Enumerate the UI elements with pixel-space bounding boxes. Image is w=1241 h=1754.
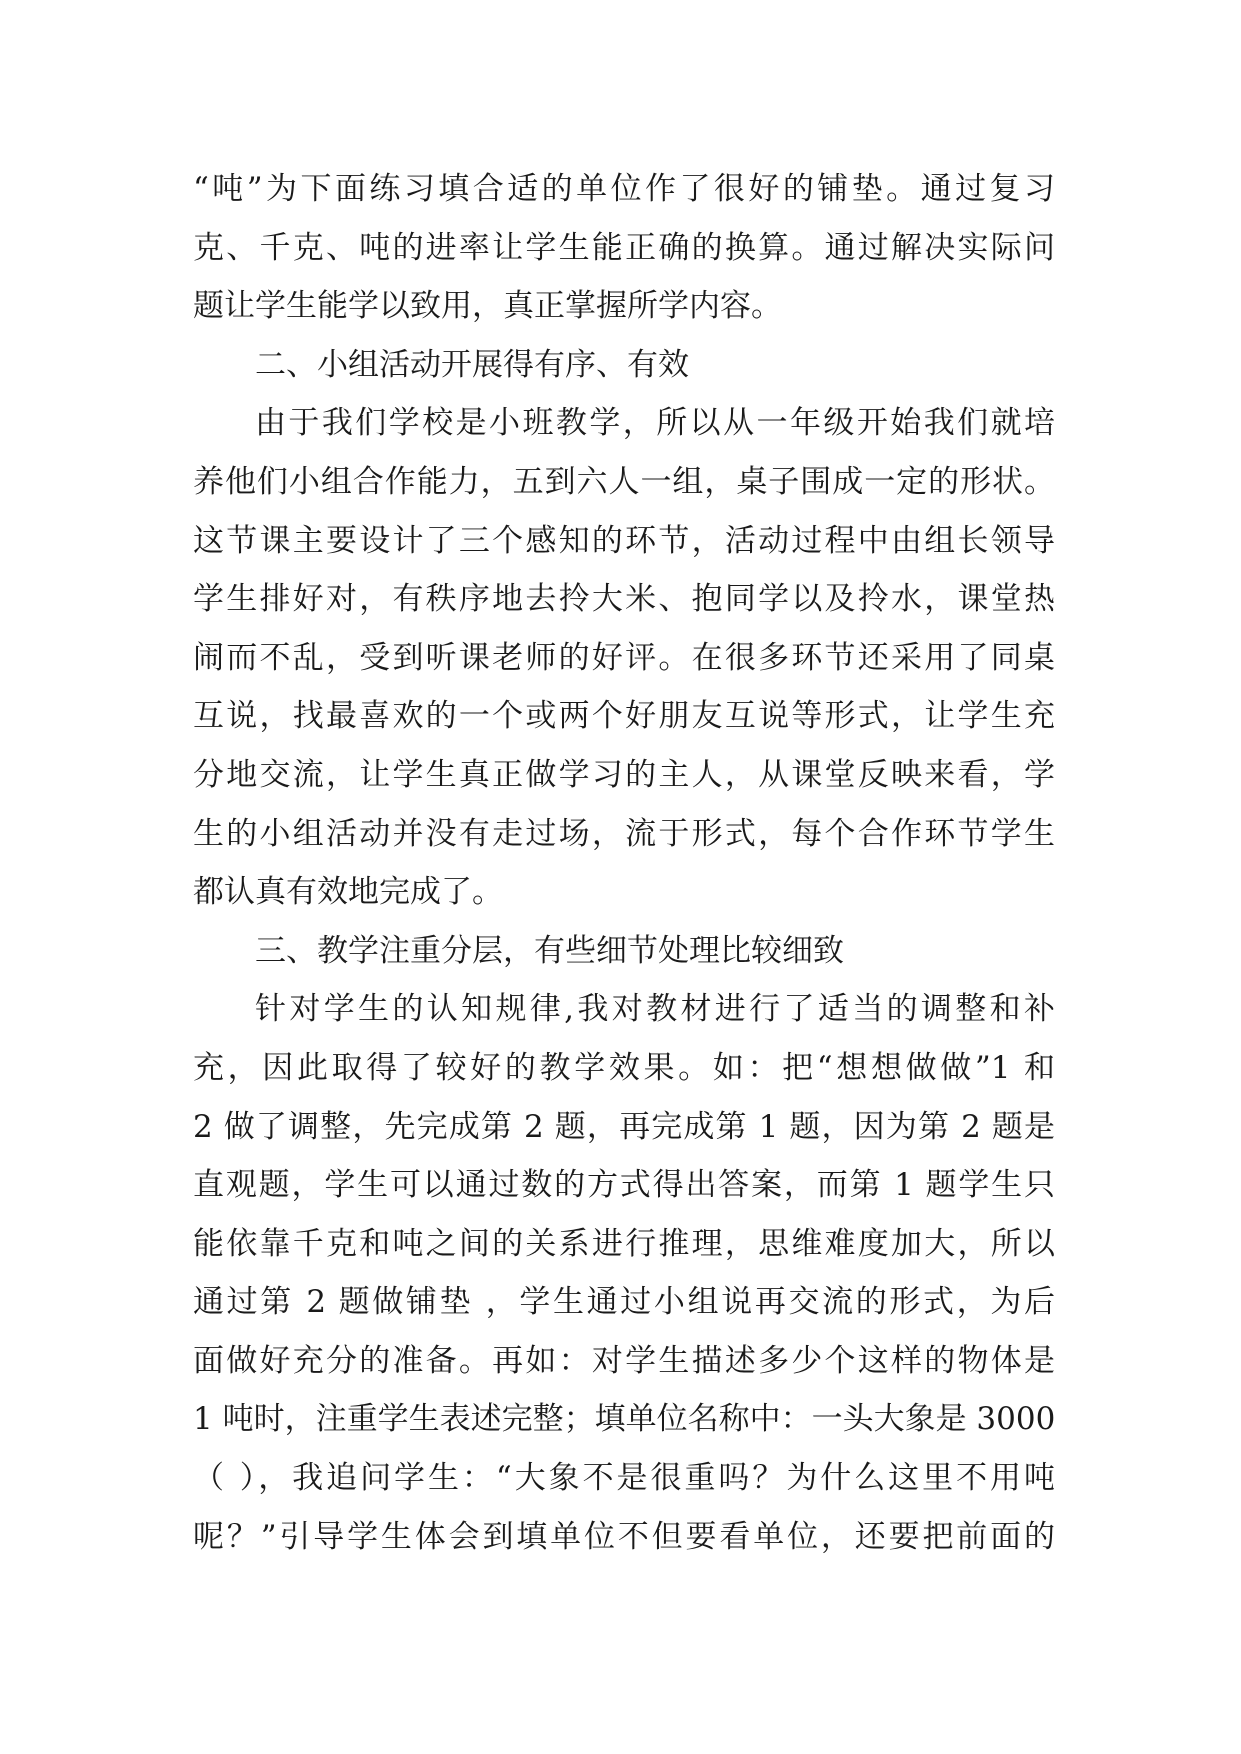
text-line: 生的小组活动并没有走过场，流于形式，每个合作环节学生 [193,815,1055,852]
text-line: 养他们小组合作能力，五到六人一组，桌子围成一定的形状。 [193,463,1055,500]
text-line: 二、小组活动开展得有序、有效 [255,346,689,383]
text-line: 2 做了调整，先完成第 2 题，再完成第 1 题，因为第 2 题是 [193,1108,1055,1145]
text-line: 呢？”引导学生体会到填单位不但要看单位，还要把前面的 [193,1518,1055,1555]
body-text [193,160,1055,1566]
text-line: 都认真有效地完成了。 [193,874,503,911]
text-line: 面做好充分的准备。再如：对学生描述多少个这样的物体是 [193,1342,1055,1379]
text-line: 三、教学注重分层，有些细节处理比较细致 [255,932,844,969]
text-line: “吨”为下面练习填合适的单位作了很好的铺垫。通过复习 [193,171,1055,207]
text-line: 由于我们学校是小班教学，所以从一年级开始我们就培 [255,405,1055,442]
text-line: 通过第 2 题做铺垫 ，学生通过小组说再交流的形式，为后 [193,1284,1055,1321]
text-line: 针对学生的认知规律,我对教材进行了适当的调整和补 [255,991,1055,1028]
text-line: 闹而不乱，受到听课老师的好评。在很多环节还采用了同桌 [193,639,1055,676]
text-line: 互说，找最喜欢的一个或两个好朋友互说等形式，让学生充 [193,698,1055,735]
text-line: 题让学生能学以致用，真正掌握所学内容。 [193,288,782,325]
text-line: 直观题，学生可以通过数的方式得出答案，而第 1 题学生只 [193,1167,1055,1204]
text-line: 分地交流，让学生真正做学习的主人，从课堂反映来看，学 [193,756,1055,793]
text-line: 1 吨时，注重学生表述完整；填单位名称中：一头大象是 3000 [193,1401,1055,1438]
text-line: 能依靠千克和吨之间的关系进行推理，思维难度加大，所以 [193,1225,1055,1262]
text-line: 这节课主要设计了三个感知的环节，活动过程中由组长领导 [193,522,1055,559]
text-line: 充，因此取得了较好的教学效果。如：把“想想做做”1 和 [193,1049,1055,1086]
text-line: 学生排好对，有秩序地去拎大米、抱同学以及拎水，课堂热 [193,581,1055,618]
text-line: 克、千克、吨的进率让学生能正确的换算。通过解决实际问 [193,229,1055,266]
text-line: （ ），我追问学生：“大象不是很重吗？为什么这里不用吨 [193,1460,1055,1497]
